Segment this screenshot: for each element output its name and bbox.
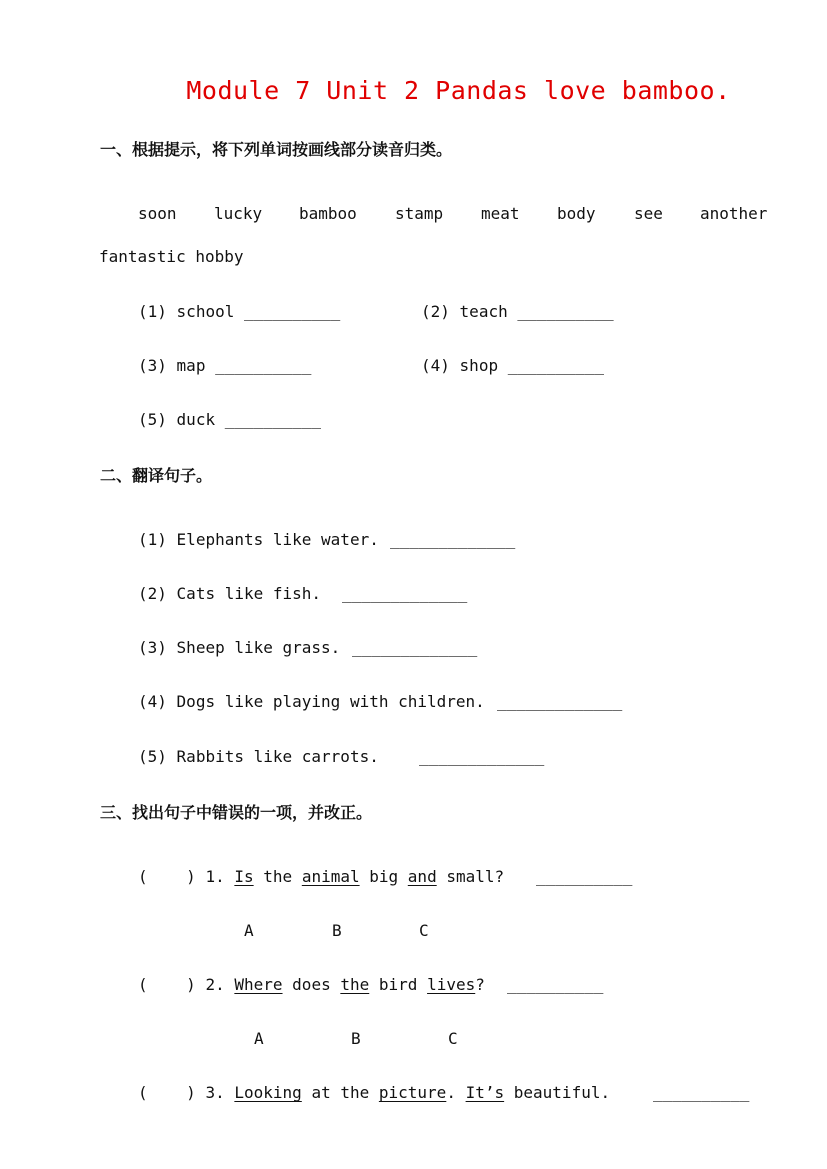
label-a: A (244, 921, 254, 940)
sound-item-3 (138, 356, 311, 375)
option-b: picture (378, 1083, 447, 1102)
item-number: (2) (138, 584, 167, 603)
sound-item-2 (421, 302, 614, 321)
answer-blank[interactable]: __________ (243, 302, 341, 321)
option-c: It’s (465, 1083, 505, 1102)
error-item-1 (138, 867, 504, 886)
answer-blank[interactable]: _____________ (497, 692, 623, 711)
item-word: teach (459, 302, 508, 321)
word-soon: soon (138, 204, 177, 223)
item-number: 1. (205, 867, 225, 886)
sound-item-4 (421, 356, 604, 375)
item-number: (5) (138, 410, 167, 429)
item-number: (4) (421, 356, 450, 375)
word-body: body (557, 204, 596, 223)
word-stamp: stamp (395, 204, 444, 223)
label-a: A (254, 1029, 264, 1048)
item-number: (1) (138, 530, 167, 549)
answer-blank[interactable]: __________ (507, 356, 605, 375)
translate-item-3 (138, 638, 340, 657)
sentence-text: bird (378, 975, 418, 994)
sentence: Cats like fish. (176, 584, 322, 603)
sentence-text: . (446, 1083, 456, 1102)
label-b: B (351, 1029, 361, 1048)
item-word: school (176, 302, 235, 321)
word-lucky: lucky (214, 204, 263, 223)
translate-item-1 (138, 530, 379, 549)
translate-item-5 (138, 747, 379, 766)
paren-close: ) (186, 975, 196, 994)
label-c: C (419, 921, 429, 940)
word-bamboo: bamboo (299, 204, 357, 223)
item-number: 2. (205, 975, 225, 994)
error-item-3 (138, 1083, 610, 1102)
option-a: Is (234, 867, 254, 886)
sentence-text: big (369, 867, 399, 886)
item-number: (2) (421, 302, 450, 321)
sentence-text: small? (446, 867, 505, 886)
answer-blank[interactable]: _____________ (352, 638, 478, 657)
translate-item-4 (138, 692, 485, 711)
answer-blank[interactable]: __________ (653, 1083, 750, 1102)
option-c: and (407, 867, 437, 886)
answer-blank[interactable]: __________ (517, 302, 614, 321)
item-word: map (176, 356, 206, 375)
item-word: duck (176, 410, 216, 429)
label-b: B (332, 921, 342, 940)
sentence-text: ? (475, 975, 485, 994)
option-c: lives (427, 975, 476, 994)
error-item-2 (138, 975, 485, 994)
paren-open: ( (138, 975, 148, 994)
item-number: 3. (205, 1083, 225, 1102)
section2-heading: 二、翻译句子。 (100, 466, 213, 485)
option-a: Where (234, 975, 283, 994)
sentence: Sheep like grass. (176, 638, 341, 657)
item-number: (3) (138, 356, 167, 375)
section1-heading: 一、根据提示，将下列单词按画线部分读音归类。 (100, 140, 453, 159)
sentence-text: does (292, 975, 331, 994)
option-a: Looking (234, 1083, 302, 1102)
words-line2: fantastic hobby (99, 247, 244, 266)
item-number: (5) (138, 747, 167, 766)
sound-item-1 (138, 302, 340, 321)
answer-blank[interactable]: _____________ (419, 747, 545, 766)
sound-item-5 (138, 410, 321, 429)
option-b: the (340, 975, 370, 994)
paren-open: ( (138, 1083, 148, 1102)
sentence-text: the (263, 867, 293, 886)
answer-blank[interactable]: __________ (215, 356, 312, 375)
answer-blank[interactable]: __________ (507, 975, 604, 994)
answer-blank[interactable]: _____________ (390, 530, 516, 549)
page-title: Module 7 Unit 2 Pandas love bamboo. (186, 76, 731, 105)
word-see: see (634, 204, 663, 223)
section3-heading: 三、找出句子中错误的一项，并改正。 (100, 803, 373, 822)
sentence: Elephants like water. (176, 530, 379, 549)
sentence-text: beautiful. (513, 1083, 611, 1102)
item-number: (4) (138, 692, 167, 711)
sentence: Rabbits like carrots. (176, 747, 379, 766)
paren-close: ) (186, 1083, 196, 1102)
label-c: C (448, 1029, 458, 1048)
translate-item-2 (138, 584, 321, 603)
paren-open: ( (138, 867, 148, 886)
option-b: animal (301, 867, 360, 886)
word-meat: meat (481, 204, 520, 223)
answer-blank[interactable]: _____________ (342, 584, 468, 603)
paren-close: ) (186, 867, 196, 886)
word-another: another (700, 204, 768, 223)
item-number: (3) (138, 638, 167, 657)
item-word: shop (459, 356, 499, 375)
answer-blank[interactable]: __________ (536, 867, 633, 886)
answer-blank[interactable]: __________ (224, 410, 322, 429)
item-number: (1) (138, 302, 167, 321)
sentence: Dogs like playing with children. (176, 692, 485, 711)
sentence-text: at the (311, 1083, 370, 1102)
